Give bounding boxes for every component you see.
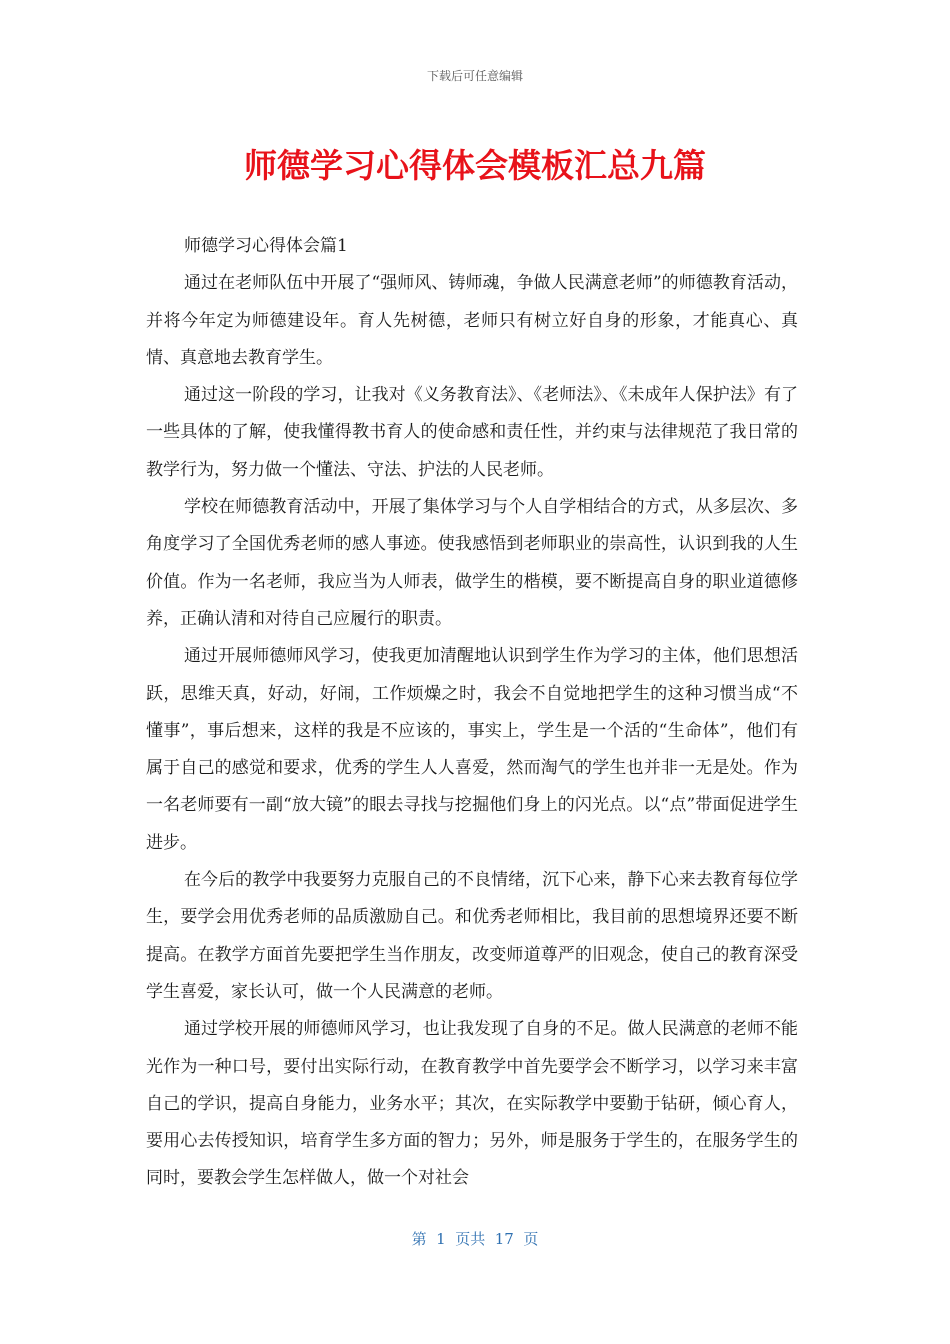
paragraph-2: 通过这一阶段的学习，让我对《义务教育法》、《老师法》、《未成年人保护法》有了一些具体的了解，使我懂得教书育人的使命感和责任性，并约束与法律规范了我日常的教学行为，努力做一个懂法、守法、护法的人民老师。	[146, 385, 798, 480]
document-title: 师德学习心得体会模板汇总九篇	[244, 146, 706, 185]
paragraph-6: 通过学校开展的师德师风学习，也让我发现了自身的不足。做人民满意的老师不能光作为一种口号，要付出实际行动，在教育教学中首先要学会不断学习，以学习来丰富自己的学识，提高自身能力，业务水平；其次，在实际教学中要勤于钻研，倾心育人，要用心去传授知识，培育学生多方面的智力；另外，师是服务于学生的，在服务学生的同时，要教会学生怎样做人，做一个对社会	[146, 1019, 798, 1189]
header-note: 下载后可任意编辑	[426, 69, 523, 83]
page-number: 第 1 页共 17 页	[411, 1230, 539, 1248]
paragraph-3: 学校在师德教育活动中，开展了集体学习与个人自学相结合的方式，从多层次、多角度学习了全国优秀老师的感人事迹。使我感悟到老师职业的崇高性，认识到我的人生价值。作为一名老师，我应当为人师表，做学生的楷模，要不断提高自身的职业道德修养，正确认清和对待自己应履行的职责。	[146, 497, 798, 629]
paragraph-5: 在今后的教学中我要努力克服自己的不良情绪，沉下心来，静下心来去教育每位学生，要学会用优秀老师的品质激励自己。和优秀老师相比，我目前的思想境界还要不断提高。在教学方面首先要把学生当作朋友，改变师道尊严的旧观念，使自己的教育深受学生喜爱，家长认可，做一个人民满意的老师。	[146, 870, 798, 1002]
paragraph-4: 通过开展师德师风学习，使我更加清醒地认识到学生作为学习的主体，他们思想活跃，思维天真，好动，好闹，工作烦燥之时，我会不自觉地把学生的这种习惯当成“不懂事”，事后想来，这样的我是不应该的，事实上，学生是一个活的“生命体”，他们有属于自己的感觉和要求，优秀的学生人人喜爱，然而淘气的学生也并非一无是处。作为一名老师要有一副“放大镜”的眼去寻找与挖掘他们身上的闪光点。以“点”带面促进学生进步。	[146, 646, 798, 853]
document-body	[146, 228, 798, 1198]
section-heading: 师德学习心得体会篇1	[184, 236, 348, 256]
paragraph-1: 通过在老师队伍中开展了“强师风、铸师魂，争做人民满意老师”的师德教育活动，并将今年定为师德建设年。育人先树德，老师只有树立好自身的形象，才能真心、真情、真意地去教育学生。	[146, 273, 798, 368]
